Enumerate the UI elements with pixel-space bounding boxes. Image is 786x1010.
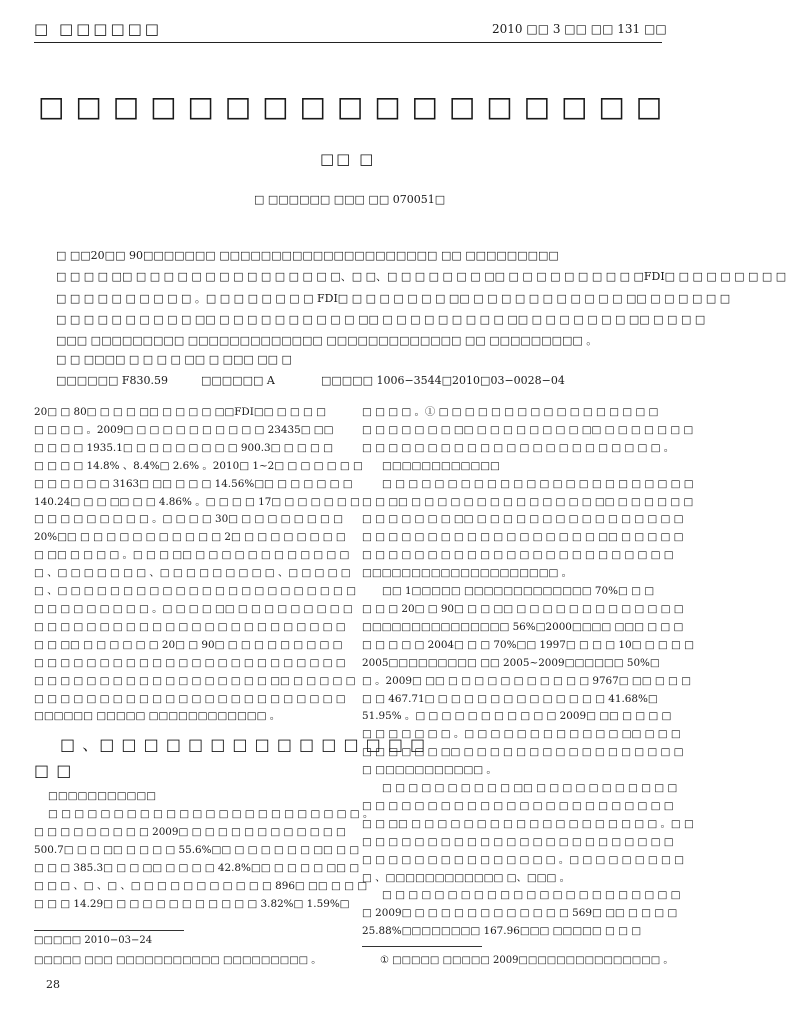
footnote-rule-right [362,946,482,947]
abstract-line: □ □□20□□ 90□□□□□□□ □□□□□□□□□□□□□□□□□□□□□ □□ □□□□□□□□□ [56,249,559,262]
body-line: □ □□ □ □ □ □ 。□ □ □ □□ □ □ □ □ □ □ □ □ □ □ □ □ [34,549,350,562]
article-number: □□□□□ 1006−3544□2010□03−0028−04 [321,374,565,387]
body-line: □ □ □ 20□ □ 90□ □ □ □□ □ □ □ □ □ □ □ □ □ □ □ □ □ [362,602,684,615]
body-line: □ □ □□ □ □ □ □ □ □ □ □ □ □ □ □ □ □ □□ □ □ □ □ □ □ [362,495,694,508]
document-code: □□□□□□ A [201,374,275,387]
body-line: □ □ □ □ □ □ □ □ □ □ □ □ □ □ □ □ □ □ □ □ □ □ □ □ 。 [48,808,374,821]
journal-name: □ □□□□□□ [34,20,162,38]
received-date: □□□□□ 2010−03−24 [34,935,153,946]
body-line: □ □ □ □ 14.8% 、8.4%□ 2.6% 。2010□ 1~2□ □ □ □ □ □ □ [34,459,363,472]
subsection-heading: □□□□□□□□□□□□ [382,459,500,472]
body-line: □ □ □ □ □ □ □ □□ □ □ □ □ □ □ □ □ □□ □ □ □ □ □ □ □ [362,423,694,436]
body-line: □ 2009□ □ □ □ □ □ □ □ □ □ □ □ □ 569□ □□ □ □ □ □ [362,907,678,920]
body-line: □ □ □ □ □ □ □ □ □ □ □ □ □ □ □ □ □ □ □ □ □ □ □ □ [382,477,694,490]
abstract-line: □ □ □ □ □ □ □ □ □ □ 。□ □ □ □ □ □ □ □ FDI□ □ □ □ □ □ □ □ □□ □ □ □ □ □ □ □ □ □ □ □ □□ □ □ □ □ □ □ [56,291,731,305]
body-line: □□□□□□ □□□□□ □□□□□□□□□□□□ 。 [34,710,281,723]
body-line: □ □□□□□□□□□□□ 。 [362,764,497,777]
right-column [362,404,694,941]
body-line: □ □ □ □ □ □ □ □ □ □ □ □ □ □ □ □ □ □ □ □ □ □ □ □ [362,835,674,848]
body-line: □□ 1□□□□□ □□□□□□□□□□□□□ 70%□ □ □ [382,585,655,598]
author-affiliation: □ □□□□□□ □□□ □□ 070051□ [254,193,446,206]
body-line: □ 。2009□ □□ □ □ □ □ □ □ □ □ □ □ □ 9767□ □□ □ □ □ [362,674,691,687]
body-line: □ □ □ □ □ □ 3163□ □□ □ □ □ 14.56%□□ □ □ □ □ □ □ [34,477,353,490]
body-line: □ □ □ □ □ □ □□ □ □ □ □ □ □ □ □ □ □ □ □ □ □ □ □ □ [362,746,684,759]
body-line: □ □ 467.71□ □ □ □ □ □ □ □ □ □ □ □ □ □ 41.68%□ [362,692,658,705]
author-bio: □□□□□ □□□ □□□□□□□□□□□ □□□□□□□□□ 。 [34,955,322,966]
body-line: □ □ □ 、□ 、□ 、□ □ □ □ □ □ □ □ □ □ □ 896□ □□ □ □ □ [34,879,368,892]
section-heading-cont: □ □ [34,761,73,781]
left-column [34,404,427,914]
body-line: □ □ □ □ □ □ □ □ □ □ □ □ □ □ □ □ □ □ □ □ □ □ □ □ [34,656,346,669]
body-line: □ □ □ □ □ □ □ 。□ □ □ □ □ □ □ □ □ □ □ □ □□ □ □ □ [362,728,681,741]
author-name: □□ □ [320,150,376,168]
footnote: ① □□□□□ □□□□□ 2009□□□□□□□□□□□□□□□ 。 [380,955,674,966]
body-line: □ □ □ □ □ □ □ □ □ □ □ □ □ □ □ □ □ □ □□ □ □ □ □ □ [34,674,356,687]
body-line: □□□□□□□□□□□□□□□□□□□□ 。 [362,567,573,580]
body-line: □ □ □□ □ □ □ □ □ □ 20□ □ 90□ □ □ □ □ □ □ □ □ □ [34,638,343,651]
clc-number: □□□□□□ F830.59 [56,374,168,387]
body-line: □ □ □ □ □ □ □ □ □ 。□ □ □ □ □□ □ □ □ □ □ □ □ □ □ [34,602,353,615]
body-line: □ □ □ □ □ □ □ □ □ □ □ □ □ □ □ □ □ □ □ □ □ □ □ □ [362,549,674,562]
body-line: □ □ □□ □ □ □ □ □ □ □ □ □ □ □ □ □ □ □ □ □ □ □ 。□ □ [362,817,694,830]
body-line: □ □ □ □ □ □ □ □□ □ □ □ □ □ □ □ □ □ □ □ □ □ □ □ □ [362,513,684,526]
body-line: □ □ □ □ 。2009□ □ □ □ □ □ □ □ □ □ □ 23435□ □□ [34,423,334,436]
body-line: 500.7□ □ □ □□ □ □ □ □ 55.6%□□ □ □ □ □ □ □ □□ □ □ [34,844,360,857]
body-line: □ □ □ □ □ □ □ □ □ □ □ □ □ □ □ □ □ □ □ □ □ □ □ □ [362,799,674,812]
body-line: □ □ □ □ □ □ □ □ □ 。□ □ □ □ 30□ □ □ □ □ □ □ □ □ [34,513,343,526]
body-line: □ □ □ □ □ □ □ □ □ □ □ □ □ □ □ 。□ □ □ □ □ □ □ □ □ [362,853,684,866]
article-title: □ □ □ □ □ □ □ □ □ □ □ □ □ □ □ □ □ [38,90,664,123]
body-line: □ □ □ □ □ □ □ □ □ □ □ □ □ □ □ □ □ □ □ □ □ □ □ □ [34,620,346,633]
body-line: □ □ □ □ □ □ □ □ □ □ □ □ □ □ □ □ □ □ □ □ □ □ □ □ [34,692,346,705]
section-heading: □ 、□ □ □ □ □ □ □ □ □ □ □ □ □ □ □ [60,735,427,755]
body-line: 51.95% 。□ □ □ □ □ □ □ □ □ □ □ 2009□ □□ □ □ □ □ [362,710,672,723]
body-line: 2005□□□□□□□□□ □□ 2005~2009□□□□□□ 50%□ [362,656,660,669]
abstract-line: □□□ □□□□□□□□□ □□□□□□□□□□□□□ □□□□□□□□□□□□□ □□ □□□□□□□□□ 。 [56,334,598,348]
body-line: □ □ □ □ □ 2004□ □ □ 70%□□ 1997□ □ □ □ 10□ □ □ □ □ [362,638,694,651]
body-line: □ 、□ □ □ □ □ □ □ □ □ □ □ □ □ □ □ □ □ □ □ □ □ □ □ [34,585,356,598]
body-line: □ □ □ 385.3□ □ □ □□ □ □ □ □ 42.8%□□ □ □ □ □ □□ □ [34,861,360,874]
body-line: □ 、□ □ □ □ □ □ □ 、□ □ □ □ □ □ □ □ □ 、□ □ □ □ □ [34,567,351,580]
footnote-rule-left [34,930,184,931]
body-line: □ □ □ □ □ □ □ □ □ □ □ □ □ □ □ □ □ □ □□ □ □ □ □ □ [362,531,684,544]
keywords: □ □ □□□□ □ □ □ □ □□ □ □□□ □□ □ [56,353,292,366]
abstract [56,245,786,351]
body-line: 25.88%□□□□□□□□ 167.96□□□ □□□□□ □ □ □ [362,925,642,938]
issue-info: 2010 □□ 3 □□ □□ 131 □□ [492,22,667,36]
body-line: 20□ □ 80□ □ □ □ □□ □ □ □ □ □□FDI□□ □ □ □ □ [34,406,326,418]
body-line: 140.24□ □ □ □□ □ □ 4.86% 。□ □ □ □ 17□ □ □ □ □ □ □ [34,495,360,508]
body-line: □ □ □ □ □ □ □ □ □ □ □□ □ □ □ □ □ □ □ □ □ □ □ [382,782,678,795]
body-line: □ □ □ □ □ □ □ □ □ □ □ □ □ □ □ □ □ □ □ □ □ □ □ 。 [362,441,675,454]
abstract-line: □ □ □ □ □□ □ □ □ □ □ □ □ □ □ □ □ □ □ □ □、□ □、□ □ □ □ □ □ □ □□ □ □ □ □ □ □ □ □ □ □FDI□ □ □ □ □ □ □ □ □ [56,270,786,284]
abstract-line: □ □ □ □ □ □ □ □ □ □ □□ □ □ □ □ □ □ □ □ □ □ □□ □ □ □ □ □ □ □ □ □ □□ □ □ □ □ □ □ □ □□ □ □ □ □ [56,312,706,326]
body-line: □ □ □ 14.29□ □ □ □ □ □ □ □ □ □ □ □ 3.82%□ 1.59%□ [34,897,350,910]
page-number: 28 [46,978,60,991]
subsection-heading: □□□□□□□□□□□ [48,790,156,803]
body-line: □ □ □ □ 。① □ □ □ □ □ □ □ □ □ □ □ □ □ □ □ □ □ [362,406,659,418]
body-line: □□□□□□□□□□□□□□□ 56%□2000□□□□ □□□ □ □ □ [362,620,684,633]
body-line: □ □ □ □ 1935.1□ □ □ □ □ □ □ □ □ 900.3□ □ □ □ □ [34,441,333,454]
body-line: □ □ □ □ □ □ □ □ □ 2009□ □ □ □ □ □ □ □ □ □ □ □ □ [34,826,346,839]
body-line: □ 、□□□□□□□□□□□□ □、□□□ 。 [362,871,570,884]
header-rule [34,42,662,43]
body-line: □ □ □ □ □ □ □ □ □ □ □ □ □ □ □ □ □ □ □ □ □ □ □ [382,889,681,902]
body-line: 20%□□ □ □ □ □ □ □ □ □ □ □ □ 2□ □ □ □ □ □ □ □ □ [34,531,346,544]
